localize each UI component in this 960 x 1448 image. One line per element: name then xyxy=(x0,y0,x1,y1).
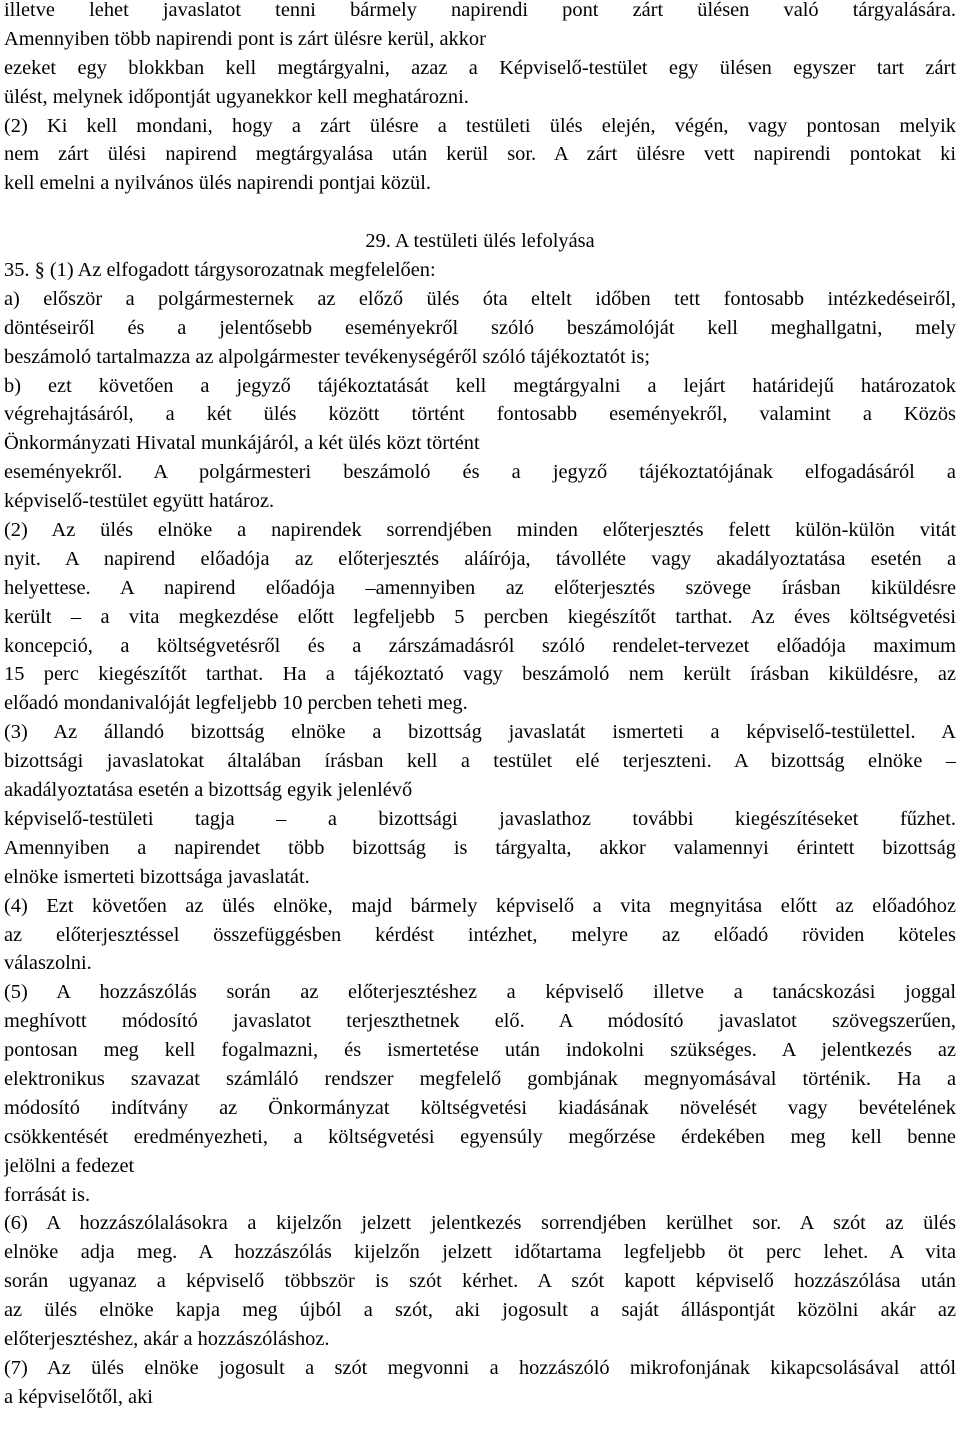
text-line: (5) A hozzászólás során az előterjesztéshez a képviselő illetve a tanácskozási joggal xyxy=(4,981,956,1004)
text-line: 35. § (1) Az elfogadott tárgysorozatnak megfelelően: xyxy=(4,259,436,282)
text-line: beszámoló tartalmazza az alpolgármester tevékenységéről szóló tájékoztatót is; xyxy=(4,345,650,368)
text-line: (6) A hozzászólalásokra a kijelzőn jelzett jelentkezés sorrendjében kerülhet sor. A szót az ülés xyxy=(4,1212,956,1235)
blank-line xyxy=(4,198,956,227)
text-line: bizottsági javaslatokat általában írásban kell a testület elé terjeszteni. A bizottság elnöke – xyxy=(4,750,956,773)
text-line: illetve lehet javaslatot tenni bármely napirendi pont zárt ülésen való tárgyalására. xyxy=(4,0,956,21)
text-line: 15 perc kiegészítőt tarthat. Ha a tájékoztató vagy beszámoló nem került írásban kiküldésre, az xyxy=(4,663,956,686)
text-line: döntéseiről és a jelentősebb eseményekről szóló beszámolóját kell meghallgatni, mely xyxy=(4,316,956,339)
text-line: előterjesztéshez, akár a hozzászóláshoz. xyxy=(4,1327,330,1350)
text-line: Amennyiben a napirendet több bizottság is tárgyalta, akkor valamennyi érintett bizottság xyxy=(4,836,956,859)
text-line: (2) Az ülés elnöke a napirendek sorrendjében minden előterjesztés felett külön-külön vitát xyxy=(4,519,956,542)
text-line: (4) Ezt követően az ülés elnöke, majd bármely képviselő a vita megnyitása előtt az előadóhoz xyxy=(4,894,956,917)
text-line: elnöke adja meg. A hozzászólás kijelzőn jelzett időtartama legfeljebb öt perc lehet. A vita xyxy=(4,1241,956,1264)
text-line: a) először a polgármesternek az előző ülés óta eltelt időben tett fontosabb intézkedéseiről, xyxy=(4,287,956,310)
text-line: helyettese. A napirend előadója –amennyiben az előterjesztés szövege írásban kiküldésre xyxy=(4,576,956,599)
text-line: ezeket egy blokkban kell megtárgyalni, azaz a Képviselő-testület egy ülésen egyszer tart zárt xyxy=(4,56,956,79)
text-line: (7) Az ülés elnöke jogosult a szót megvonni a hozzászóló mikrofonjának kikapcsolásával attól xyxy=(4,1356,956,1379)
text-line: Amennyiben több napirendi pont is zárt ülésre kerül, akkor xyxy=(4,27,486,50)
text-line: képviselő-testület együtt határoz. xyxy=(4,490,275,513)
text-line: válaszolni. xyxy=(4,952,92,975)
text-line: eseményekről. A polgármesteri beszámoló és a jegyző tájékoztatójának elfogadásáról a xyxy=(4,461,956,484)
text-line: pontosan meg kell fogalmazni, és ismertetése után indokolni szükséges. A jelentkezés az xyxy=(4,1039,956,1062)
text-line: nem zárt ülési napirend megtárgyalása után kerül sor. A zárt ülésre vett napirendi pontokat ki xyxy=(4,143,956,166)
text-line: Önkormányzati Hivatal munkájáról, a két ülés közt történt xyxy=(4,432,480,455)
text-line: forrását is. xyxy=(4,1183,91,1206)
text-line: (2) Ki kell mondani, hogy a zárt ülésre a testületi ülés elején, végén, vagy pontosan melyik xyxy=(4,114,956,137)
text-line: az ülés elnöke kapja meg újból a szót, aki jogosult a saját álláspontját közölni akár az xyxy=(4,1299,956,1322)
text-line: került – a vita megkezdése előtt legfeljebb 5 percben kiegészítőt tarthat. Az éves költségvetési xyxy=(4,605,956,628)
text-line: csökkentését eredményezheti, a költségvetési egyensúly megőrzése érdekében meg kell benne xyxy=(4,1125,956,1148)
text-line: előadó mondanivalóját legfeljebb 10 percben teheti meg. xyxy=(4,692,468,715)
text-line: módosító indítvány az Önkormányzat költségvetési kiadásának növelését vagy bevételének xyxy=(4,1096,956,1119)
text-line: végrehajtásáról, a két ülés között történt fontosabb eseményekről, valamint a Közös xyxy=(4,403,956,426)
text-line: kell emelni a nyilvános ülés napirendi pontjai közül. xyxy=(4,172,431,195)
text-line: koncepció, a költségvetésről és a zárszámadásról szóló rendelet-tervezet előadója maximum xyxy=(4,634,956,657)
text-line: elektronikus szavazat számláló rendszer megfelelő gombjának megnyomásával történik. Ha a xyxy=(4,1067,956,1090)
text-line: során ugyanaz a képviselő többször is szót kérhet. A szót kapott képviselő hozzászólása után xyxy=(4,1270,956,1293)
text-line: nyit. A napirend előadója az előterjesztés aláírója, távolléte vagy akadályoztatása esetén a xyxy=(4,547,956,570)
text-line: b) ezt követően a jegyző tájékoztatását kell megtárgyalni a lejárt határidejű határozatok xyxy=(4,374,956,397)
section-heading: 29. A testületi ülés lefolyása xyxy=(365,230,595,253)
text-line: meghívott módosító javaslatot terjeszthetnek elő. A módosító javaslatot szövegszerűen, xyxy=(4,1010,956,1033)
text-line: a képviselőtől, aki xyxy=(4,1385,153,1408)
text-line: ülést, melynek időpontját ugyanekkor kell meghatározni. xyxy=(4,85,469,108)
text-line: akadályoztatása esetén a bizottság egyik jelenlévő xyxy=(4,779,413,802)
text-line: az előterjesztéssel összefüggésben kérdést intézhet, melyre az előadó röviden köteles xyxy=(4,923,956,946)
text-line: (3) Az állandó bizottság elnöke a bizottság javaslatát ismerteti a képviselő-testülettel. A xyxy=(4,721,956,744)
text-line: jelölni a fedezet xyxy=(4,1154,135,1177)
text-line: képviselő-testületi tagja – a bizottsági javaslathoz további kiegészítéseket fűzhet. xyxy=(4,807,956,830)
document-body xyxy=(4,0,956,1412)
text-line: elnöke ismerteti bizottsága javaslatát. xyxy=(4,865,310,888)
